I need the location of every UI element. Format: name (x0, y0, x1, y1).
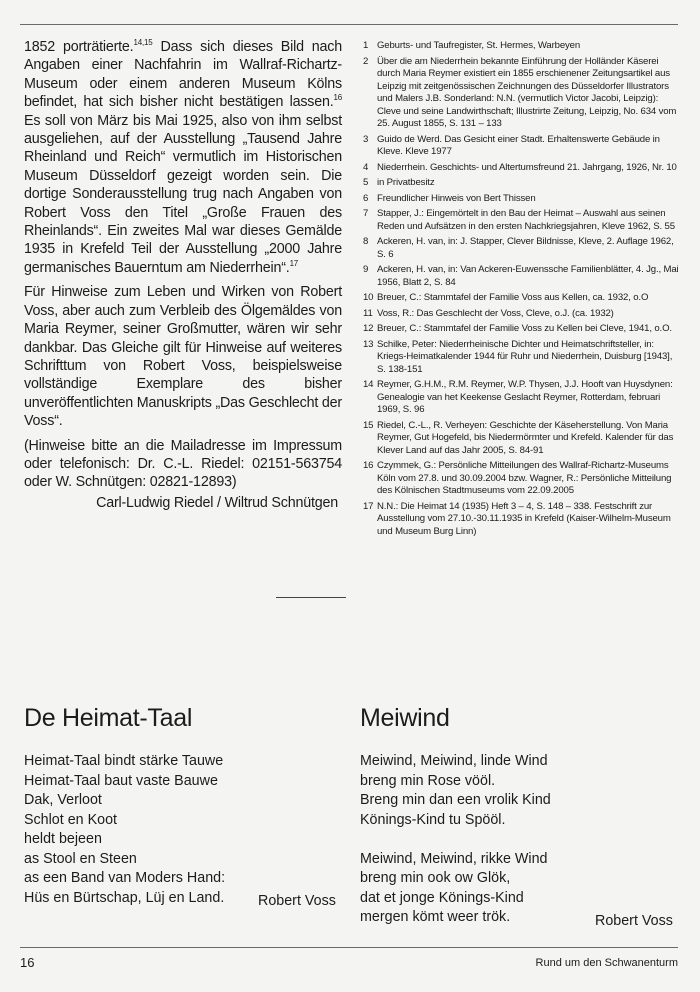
footnote-number: 12 (363, 323, 374, 334)
running-footer-title: Rund um den Schwanenturm (535, 957, 678, 969)
poem-author-meiwind: Robert Voss (595, 913, 673, 929)
footnote-text: Reymer, G.H.M., R.M. Reymer, W.P. Thysen, J.J. Hooft van Huysdynen: Genealogie van het Keekense Geslacht Reymer, Rotterdam, februari 1969, S. 96 (377, 379, 673, 415)
poem-line: as Stool en Steen (24, 850, 137, 867)
top-rule (20, 24, 678, 25)
footnotes-column (363, 40, 681, 541)
footnote-text: Breuer, C.: Stammtafel der Familie Voss zu Kellen bei Cleve, 1941, o.O. (377, 323, 672, 334)
poem-line: Hüs en Bürtschap, Lüj en Land. (24, 889, 225, 906)
footnote-number: 17 (363, 500, 374, 512)
footnote-item (363, 420, 681, 458)
footnote-number: 13 (363, 338, 374, 350)
body-text-run: Dass sich dieses Bild nach Angaben einer Nachfahrin im Wallraf-Richartz-Museum oder einem anderen Museum Kölns befindet, hat sich bisher nicht bestätigen lassen. (24, 39, 342, 111)
footnote-number: 14 (363, 379, 374, 390)
footnote-text: Schilke, Peter: Niederrheinische Dichter und Heimatschriftsteller, in: Kriegs-Heimatkalender 1944 für Ruhr und Niederrhein, Duisburg [1943], S. 138-151 (377, 338, 673, 375)
footnote-number: 16 (363, 460, 374, 471)
footnote-text: Ackeren, H. van, in: Van Ackeren-Euwenssche Familienblätter, 4. Jg., Mai 1956, Blatt 2, S. 84 (377, 264, 679, 288)
poem-line: Heimat-Taal bindt stärke Tauwe (24, 753, 224, 769)
poem-line: breng min ook ow Glök, (360, 870, 511, 886)
footnote-item (363, 193, 681, 206)
stanza-gap (360, 830, 678, 850)
footnote-number: 10 (363, 292, 374, 303)
poem-title-heimat-taal: De Heimat-Taal (24, 704, 193, 732)
footnote-number: 3 (363, 133, 369, 145)
footnote-item (363, 264, 681, 289)
body-paragraph-2: Für Hinweise zum Leben und Wirken von Robert Voss, aber auch zum Verbleib des Ölgemäldes von Maria Reymer, seiner Großmutter, wären wir sehr dankbar. Das Gleiche gilt für Hinweise auf weiteres Schrifttum von Robert Voss, beispielsweise vollständige Exemplare des bisher unveröffentlichten Manuskripts „Das Geschlecht der Voss“. (24, 284, 342, 430)
footnote-text: Czymmek, G.: Persönliche Mitteilungen des Wallraf-Richartz-Museums Köln vom 27.8. und 30.09.2004 bzw. Wagner, R.: Persönliche Mitteilung des Kölnischen Stadtmuseums vom 22.09.2005 (377, 460, 672, 496)
footnote-item (363, 501, 681, 539)
poem-line: Meiwind, Meiwind, rikke Wind (360, 850, 548, 867)
poem-line: dat et jonge Könings-Kind (360, 889, 524, 906)
footnote-text: Freundlicher Hinweis von Bert Thissen (377, 192, 536, 204)
body-text-run: 1852 porträtierte. (24, 39, 134, 55)
poem-heimat-taal (24, 752, 342, 908)
footnote-item (363, 339, 681, 377)
article-signature: Carl-Ludwig Riedel / Wiltrud Schnütgen (96, 494, 338, 511)
section-divider (276, 597, 346, 598)
footnote-item (363, 236, 681, 261)
footnote-item (363, 56, 681, 131)
footnote-item (363, 162, 681, 175)
poem-line: Dak, Verloot (24, 792, 102, 808)
poem-author-heimat-taal: Robert Voss (258, 893, 336, 909)
poem-meiwind (360, 752, 678, 928)
footnote-number: 15 (363, 419, 374, 431)
footnote-reference: 17 (289, 258, 299, 268)
footnote-text: Geburts- und Taufregister, St. Hermes, Warbeyen (377, 40, 581, 51)
footnote-text: in Privatbesitz (377, 177, 435, 188)
footnote-number: 8 (363, 236, 369, 247)
footnote-number: 1 (363, 40, 369, 51)
footnote-text: Riedel, C.-L., R. Verheyen: Geschichte der Käseherstellung. Von Maria Reymer, Gut Hogefeld, bis Niedermörmter und Krefeld. Kalender für das Klever Land auf das Jahr 2005, S. 84-91 (377, 419, 674, 456)
footnote-text: Niederrhein. Geschichts- und Altertumsfreund 21. Jahrgang, 1926, Nr. 10 (377, 161, 677, 173)
footnote-text: Stapper, J.: Eingemörtelt in den Bau der Heimat – Auswahl aus seinen Reden und Aufsätzen in den ersten Nachkriegsjahren, Kleve 1962, S. 55 (377, 208, 675, 232)
body-paragraph-contact: (Hinweise bitte an die Mailadresse im Impressum oder telefonisch: Dr. C.-L. Riedel: 02151-563754 oder W. Schnütgen: 02821-12893) (24, 437, 342, 491)
footnote-number: 11 (363, 307, 373, 319)
footnote-text: Breuer, C.: Stammtafel der Familie Voss aus Kellen, ca. 1932, o.O (377, 292, 649, 303)
footnote-text: N.N.: Die Heimat 14 (1935) Heft 3 – 4, S. 148 – 338. Festschrift zur Ausstellung vom 27.10.-30.11.1935 in Krefeld (Kaiser-Wilhelm-Museum und Museum Burg Linn) (377, 500, 671, 537)
poem-line: Heimat-Taal baut vaste Bauwe (24, 772, 218, 789)
footnote-item (363, 208, 681, 233)
footnote-text: Voss, R.: Das Geschlecht der Voss, Cleve, o.J. (ca. 1932) (377, 307, 614, 319)
footnote-reference: 14,15 (133, 38, 153, 47)
footnote-item (363, 323, 681, 336)
footnote-number: 7 (363, 208, 369, 219)
body-paragraph-1 (24, 38, 342, 277)
poem-line: Meiwind, Meiwind, linde Wind (360, 753, 548, 769)
footnote-item (363, 379, 681, 417)
poem-line: heldt bejeen (24, 831, 102, 847)
footnote-text: Guido de Werd. Das Gesicht einer Stadt. Erhaltenswerte Gebäude in Kleve. Kleve 1977 (377, 133, 660, 157)
footnote-number: 9 (363, 264, 369, 275)
poem-line: as een Band van Moders Hand: (24, 870, 226, 886)
poem-line: mergen kömt weer trök. (360, 909, 511, 925)
footnote-number: 5 (363, 177, 369, 188)
footnote-item (363, 460, 681, 498)
footnote-text: Über die am Niederrhein bekannte Einführung der Holländer Käserei durch Maria Reymer existiert ein 1855 erschienener Zeitungsartikel aus Leipzig mit zeitgenössischen Zeichnungen des Düsseldorfer Illustrators und Malers J.B. Sonderland: N.N. (vermutlich Victor Jacobi, Leipzig): Cleve und seine Landwirthschaft; Illustrirte Zeitung, Leipzig, No. 634 vom 25. August 1855, S. 131 – 133 (377, 55, 677, 129)
footnote-number: 6 (363, 192, 369, 204)
footnote-item (363, 177, 681, 190)
poem-line: Breng min dan een vrolik Kind (360, 792, 551, 808)
footnote-item (363, 40, 681, 53)
body-text-run: Es soll von März bis Mai 1925, also von ihm selbst ausgeliehen, auf der Ausstellung „Tausend Jahre Rheinland und Reich“ vermutlich im Historischen Museum Düsseldorf gezeigt worden sein. Die dortige Sonderausstellung trug nach Angaben von Robert Voss den Titel „Große Frauen des Rheinlands“. Ein zweites Mal war dieses Gemälde 1935 in Krefeld Teil der Ausstellung „2000 Jahre germanisches Bauerntum am Niederrhein“. (24, 112, 342, 276)
bottom-rule (20, 947, 678, 948)
poem-title-meiwind: Meiwind (360, 704, 450, 732)
poem-line: Könings-Kind tu Spööl. (360, 811, 506, 828)
footnote-text: Ackeren, H. van, in: J. Stapper, Clever Bildnisse, Kleve, 2. Auflage 1962, S. 6 (377, 236, 674, 260)
footnote-reference: 16 (333, 93, 342, 103)
poem-line: Schlot en Koot (24, 811, 117, 828)
body-text-column (24, 38, 342, 512)
footnote-item (363, 134, 681, 159)
footnote-item (363, 308, 681, 321)
footnote-number: 2 (363, 55, 369, 67)
footnote-number: 4 (363, 161, 369, 173)
poem-line: breng min Rose vööl. (360, 772, 496, 789)
footnote-item (363, 292, 681, 305)
page-number: 16 (20, 955, 35, 970)
